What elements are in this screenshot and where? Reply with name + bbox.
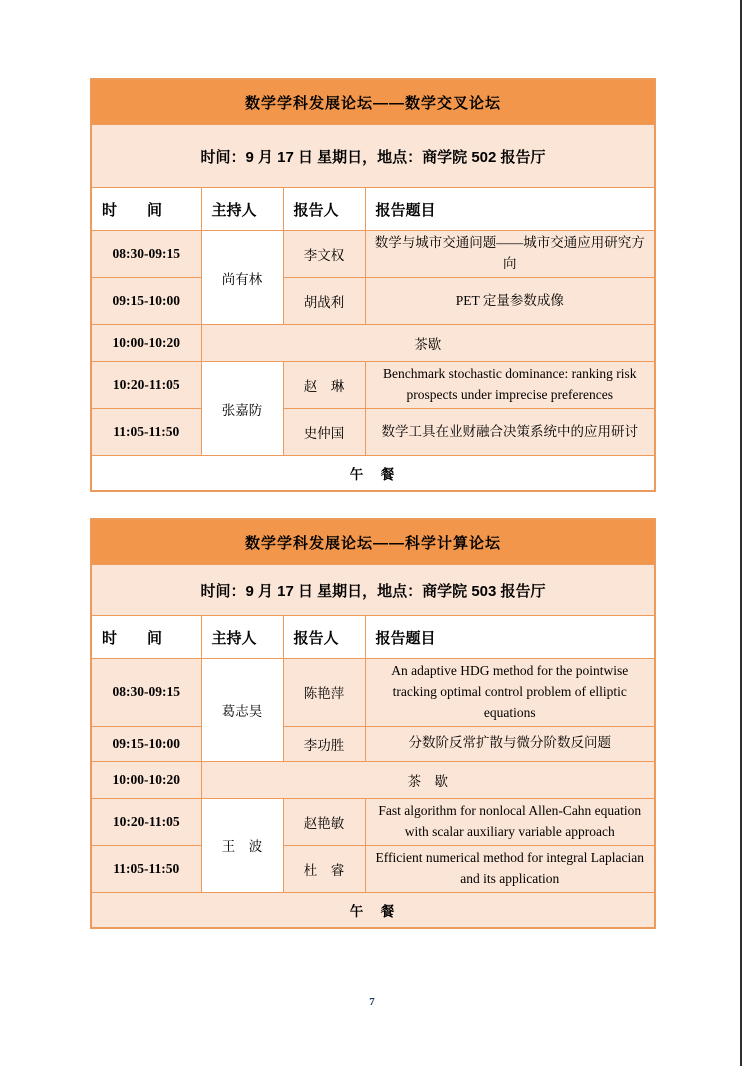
speaker-cell: 赵 琳 <box>283 362 365 409</box>
table-row <box>91 659 655 727</box>
time-cell: 09:15-10:00 <box>91 726 201 761</box>
page-number: 7 <box>369 996 375 1008</box>
time-cell: 11:05-11:50 <box>91 409 201 456</box>
page-right-edge-line <box>740 0 742 1066</box>
time-cell: 10:00-10:20 <box>91 325 201 362</box>
table-title-row <box>91 519 655 565</box>
speaker-cell: 李功胜 <box>283 726 365 761</box>
table-title: 数学学科发展论坛——数学交叉论坛 <box>91 79 655 125</box>
tea-break-label: 茶歇 <box>201 325 655 362</box>
topic-cell: An adaptive HDG method for the pointwise tracking optimal control problem of elliptic equations <box>365 659 655 727</box>
lunch-row <box>91 456 655 492</box>
speaker-cell: 史仲国 <box>283 409 365 456</box>
lunch-row <box>91 892 655 928</box>
time-cell: 10:20-11:05 <box>91 362 201 409</box>
speaker-cell: 陈艳萍 <box>283 659 365 727</box>
topic-cell: Fast algorithm for nonlocal Allen-Cahn equation with scalar auxiliary variable approach <box>365 798 655 845</box>
schedule-info: 时间：9 月 17 日 星期日，地点：商学院 503 报告厅 <box>91 565 655 616</box>
topic-cell: Efficient numerical method for integral Laplacian and its application <box>365 845 655 892</box>
table-title-row <box>91 79 655 125</box>
forum-table-scientific-computing <box>90 518 656 929</box>
host-cell: 尚有林 <box>201 231 283 325</box>
tea-break-label: 茶 歇 <box>201 761 655 798</box>
topic-cell: PET 定量参数成像 <box>365 278 655 325</box>
time-cell: 08:30-09:15 <box>91 659 201 727</box>
host-cell: 葛志昊 <box>201 659 283 762</box>
host-cell: 张嘉防 <box>201 362 283 456</box>
forum-table-math-cross <box>90 78 656 492</box>
speaker-cell: 胡战利 <box>283 278 365 325</box>
column-header-time: 时 间 <box>91 188 201 231</box>
host-cell: 王 波 <box>201 798 283 892</box>
table-title: 数学学科发展论坛——科学计算论坛 <box>91 519 655 565</box>
column-header-row <box>91 188 655 231</box>
column-header-topic: 报告题目 <box>365 188 655 231</box>
time-cell: 08:30-09:15 <box>91 231 201 278</box>
column-header-topic: 报告题目 <box>365 616 655 659</box>
speaker-cell: 赵艳敏 <box>283 798 365 845</box>
topic-cell: 数学工具在业财融合决策系统中的应用研讨 <box>365 409 655 456</box>
column-header-host: 主持人 <box>201 188 283 231</box>
table-row <box>91 845 655 892</box>
column-header-host: 主持人 <box>201 616 283 659</box>
table-row <box>91 409 655 456</box>
speaker-cell: 李文权 <box>283 231 365 278</box>
time-cell: 10:20-11:05 <box>91 798 201 845</box>
lunch-label: 午 餐 <box>91 456 655 492</box>
table-row <box>91 726 655 761</box>
speaker-cell: 杜 睿 <box>283 845 365 892</box>
table-info-row <box>91 125 655 188</box>
time-cell: 09:15-10:00 <box>91 278 201 325</box>
column-header-speaker: 报告人 <box>283 616 365 659</box>
topic-cell: 分数阶反常扩散与微分阶数反问题 <box>365 726 655 761</box>
time-cell: 10:00-10:20 <box>91 761 201 798</box>
column-header-row <box>91 616 655 659</box>
table-row <box>91 798 655 845</box>
schedule-info: 时间：9 月 17 日 星期日，地点：商学院 502 报告厅 <box>91 125 655 188</box>
table-info-row <box>91 565 655 616</box>
table-row <box>91 278 655 325</box>
topic-cell: 数学与城市交通问题——城市交通应用研究方向 <box>365 231 655 278</box>
tea-break-row <box>91 761 655 798</box>
time-cell: 11:05-11:50 <box>91 845 201 892</box>
lunch-label: 午 餐 <box>91 892 655 928</box>
table-row <box>91 231 655 278</box>
column-header-speaker: 报告人 <box>283 188 365 231</box>
column-header-time: 时 间 <box>91 616 201 659</box>
tea-break-row <box>91 325 655 362</box>
topic-cell: Benchmark stochastic dominance: ranking risk prospects under imprecise preferences <box>365 362 655 409</box>
table-row <box>91 362 655 409</box>
